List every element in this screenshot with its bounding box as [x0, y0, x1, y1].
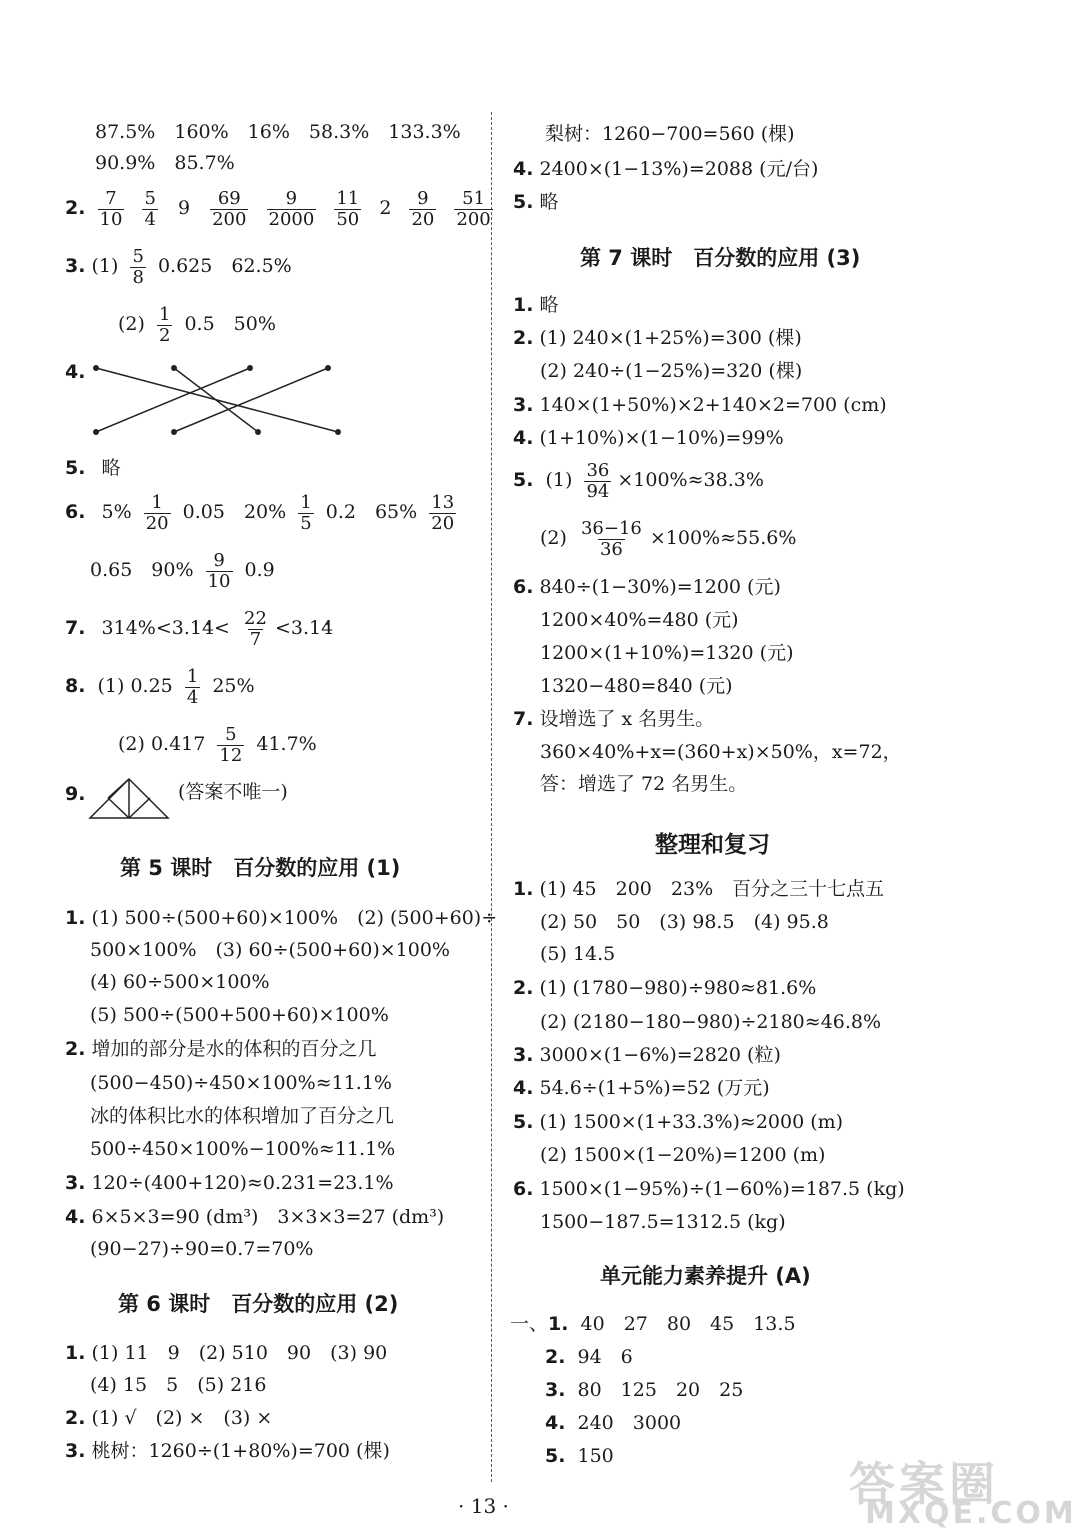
line: (4) 60÷500×100%	[90, 971, 270, 993]
fraction: $\frac{11}{50}$	[336, 187, 360, 230]
answer-text: 54.6÷(1+5%)=52 (万元)	[539, 1077, 770, 1099]
answer-text: 314%<3.	[101, 617, 190, 639]
sub-label: (1)	[545, 469, 573, 491]
question-5	[65, 456, 121, 480]
page-number: · 13 ·	[458, 1494, 509, 1518]
s7-q2	[513, 326, 802, 350]
triangle-diagram	[88, 776, 170, 820]
answer-text: 140×(1+50%)×2+140×2=700 (cm)	[539, 394, 887, 416]
line: (5) 500÷(500+500+60)×100%	[90, 1004, 389, 1026]
answer-text: (2) 0.417	[118, 733, 206, 755]
column-divider	[491, 112, 492, 1482]
fraction: $\frac{36}{94}$	[586, 459, 610, 502]
question-8a	[65, 664, 255, 708]
s7-q7	[513, 707, 714, 731]
answer-text: 0.5 50%	[184, 313, 276, 335]
question-number: 6.	[65, 501, 86, 523]
fraction: $\frac{36-16}{36}$	[580, 517, 642, 560]
s6-q2	[65, 1406, 272, 1430]
repeating-digit: · 1	[190, 617, 202, 639]
line: 1320−480=840 (元)	[540, 675, 733, 697]
matching-lines-diagram	[88, 360, 344, 440]
answer-text: 0.65 90%	[90, 559, 194, 581]
fraction: $\frac{13}{20}$	[431, 491, 455, 534]
question-number: 5.	[513, 1111, 534, 1133]
u-q2	[545, 1345, 633, 1369]
r-q1	[513, 877, 884, 901]
fraction: $\frac{1}{5}$	[300, 491, 312, 534]
line: 答：增选了 72 名男生。	[540, 773, 748, 795]
r-q3	[513, 1043, 781, 1067]
question-number: 7.	[65, 617, 86, 639]
question-number: 6.	[513, 1178, 534, 1200]
question-number: 3.	[545, 1379, 566, 1401]
answer-text: 1500×(1−95%)÷(1−60%)=187.5 (kg)	[539, 1178, 905, 1200]
answer-text: 6×5×3=90 (dm³) 3×3×3=27 (dm³)	[91, 1206, 445, 1228]
question-number: 4.	[65, 1206, 86, 1228]
value: 2	[379, 197, 392, 219]
line: (2) 50 50 (3) 98.5 (4) 95.8	[540, 911, 829, 933]
answer-text: (1) 45 200 23% 百分之三十七点五	[539, 878, 885, 900]
answer-text: 120÷(400+120)≈0.231=23.1%	[91, 1172, 394, 1194]
line: (4) 15 5 (5) 216	[90, 1374, 267, 1396]
section-heading: 第 5 课时 百分数的应用 (1)	[120, 856, 401, 880]
question-number: 2.	[65, 197, 86, 219]
r-q5	[513, 190, 559, 214]
line: 梨树：1260−700=560 (棵)	[545, 123, 795, 145]
question-number: 2.	[513, 327, 534, 349]
answer-text: (1) 500÷(500+60)×100% (2) (500+60)÷	[91, 907, 498, 929]
question-number: 3.	[65, 1440, 86, 1462]
answer-text: 略	[539, 294, 559, 316]
answer-text: 桃树：1260÷(1+80%)=700 (棵)	[91, 1440, 390, 1462]
s7-q3	[513, 393, 887, 417]
line: 500÷450×100%−100%≈11.1%	[90, 1138, 396, 1160]
question-number: 3.	[513, 394, 534, 416]
note-text: (答案不唯一)	[178, 781, 288, 803]
question-number: 2.	[65, 1407, 86, 1429]
question-number: 3.	[513, 1044, 534, 1066]
question-number: 4.	[513, 427, 534, 449]
answer-text: 80 125 20 25	[577, 1379, 744, 1401]
question-3a	[65, 244, 292, 288]
line: 87.5% 160% 16% 58.3% 133.3%	[95, 121, 461, 143]
s7-q6	[513, 575, 781, 599]
question-number: 3.	[65, 1172, 86, 1194]
s6-q3	[65, 1439, 390, 1463]
answer-text: ×100%≈38.3%	[617, 469, 764, 491]
line: 1500−187.5=1312.5 (kg)	[540, 1211, 786, 1233]
answer-text: (1) √ (2) × (3) ×	[91, 1407, 273, 1429]
question-number: 1.	[513, 294, 534, 316]
answer-text: 0.05 20%	[182, 501, 287, 523]
sub-label: (2)	[540, 527, 567, 549]
question-number: 6.	[513, 576, 534, 598]
answer-text: 2400×(1−13%)=2088 (元/台)	[539, 158, 819, 180]
question-number: 3.	[65, 255, 86, 277]
answer-text: 40 27 80 45 13.5	[580, 1313, 796, 1335]
r-q4b	[513, 1076, 770, 1100]
question-number: 2.	[65, 1038, 86, 1060]
question-number: 1.	[65, 1342, 86, 1364]
question-8b	[118, 722, 317, 766]
answer-text: 240 3000	[577, 1412, 682, 1434]
line: 1200×40%=480 (元)	[540, 609, 739, 631]
u-q3	[545, 1378, 743, 1402]
section-heading: 整理和复习	[655, 832, 770, 858]
watermark-text: 答案圈	[849, 1457, 999, 1511]
line: (2) 1500×(1−20%)=1200 (m)	[540, 1144, 826, 1166]
section-heading: 第 6 课时 百分数的应用 (2)	[118, 1292, 399, 1316]
answer-text: ×100%≈55.6%	[649, 527, 797, 549]
answer-text: 5%	[101, 501, 132, 523]
answer-text: 840÷(1−30%)=1200 (元)	[539, 576, 781, 598]
u-q5	[545, 1444, 614, 1468]
r-q4	[513, 157, 818, 181]
line: 冰的体积比水的体积增加了百分之几	[90, 1105, 395, 1127]
line: 360×40%+x=(360+x)×50%，x=72，	[540, 741, 902, 763]
question-number: 2.	[545, 1346, 566, 1368]
question-number: 4.	[545, 1412, 566, 1434]
s5-q2	[65, 1037, 377, 1061]
fraction: $\frac{1}{2}$	[158, 303, 171, 346]
question-number: 1.	[548, 1313, 569, 1335]
question-number: 5.	[513, 469, 534, 491]
line: (2) (2180−180−980)÷2180≈46.8%	[540, 1011, 882, 1033]
question-number: 1.	[513, 878, 534, 900]
fraction: $\frac{7}{10}$	[99, 187, 123, 230]
question-number: 4.	[513, 158, 534, 180]
s7-q1	[513, 293, 559, 317]
answer-text: 94 6	[577, 1346, 633, 1368]
fraction: $\frac{51}{200}$	[456, 187, 491, 230]
answer-text: 设增选了 x 名男生。	[539, 708, 715, 730]
watermark-logo	[837, 1448, 1077, 1531]
section-heading: 第 7 课时 百分数的应用 (3)	[580, 246, 861, 270]
answer-text: (1) 240×(1+25%)=300 (棵)	[539, 327, 802, 349]
s7-q5b	[540, 516, 796, 560]
repeating-digit: · 4	[321, 617, 333, 639]
question-6b	[90, 548, 275, 592]
answer-text: <3.1	[274, 617, 322, 639]
question-number: 9.	[65, 783, 86, 805]
question-number: 7.	[513, 708, 534, 730]
fraction: $\frac{5}{12}$	[219, 723, 243, 766]
question-6a	[65, 490, 462, 534]
s5-q3	[65, 1171, 394, 1195]
s5-q1	[65, 906, 497, 930]
fraction: $\frac{9}{2000}$	[268, 187, 315, 230]
fraction: $\frac{1}{20}$	[145, 491, 169, 534]
fraction: $\frac{5}{4}$	[144, 187, 156, 230]
answer-text: (1) 11 9 (2) 510 90 (3) 90	[91, 1342, 388, 1364]
fraction: $\frac{9}{10}$	[207, 549, 231, 592]
u-q1	[510, 1312, 796, 1336]
answer-text: 25%	[212, 675, 255, 697]
answer-text: 略	[101, 457, 121, 479]
r-q5b	[513, 1110, 843, 1134]
answer-text: 150	[577, 1445, 614, 1467]
repeating-digit: · 4<	[202, 617, 230, 639]
s7-q4	[513, 426, 784, 450]
line: (2) 240÷(1−25%)=320 (棵)	[540, 360, 803, 382]
fraction: $\frac{1}{4}$	[186, 665, 199, 708]
watermark-url: MXQE.COM	[865, 1496, 1077, 1531]
question-number: 1.	[65, 907, 86, 929]
section-heading: 单元能力素养提升 (A)	[600, 1264, 811, 1288]
question-number: 2.	[513, 977, 534, 999]
line: (5) 14.5	[540, 943, 616, 965]
fraction: $\frac{5}{8}$	[132, 245, 144, 288]
answer-text: 增加的部分是水的体积的百分之几	[91, 1038, 377, 1060]
sub-label: (2)	[118, 313, 145, 335]
s5-q4	[65, 1205, 444, 1229]
answer-text: 0.9	[244, 559, 275, 581]
question-3b	[118, 302, 276, 346]
answer-text: (1) 1500×(1+33.3%)≈2000 (m)	[539, 1111, 844, 1133]
r-q2	[513, 976, 816, 1000]
line: 90.9% 85.7%	[95, 152, 235, 174]
s7-q5a	[513, 458, 764, 502]
question-number: 4.	[513, 1077, 534, 1099]
question-number: 4.	[65, 361, 86, 383]
line: 1200×(1+10%)=1320 (元)	[540, 642, 794, 664]
line: 500×100% (3) 60÷(500+60)×100%	[90, 939, 450, 961]
question-number: 5.	[513, 191, 534, 213]
answer-text: (1) 0.25	[97, 675, 173, 697]
fraction: $\frac{69}{200}$	[212, 187, 247, 230]
question-7	[65, 606, 333, 650]
answer-text: (1) (1780−980)÷980≈81.6%	[539, 977, 817, 999]
answer-text: 3000×(1−6%)=2820 (粒)	[539, 1044, 781, 1066]
part-label: 一、	[510, 1313, 549, 1335]
question-number: 8.	[65, 675, 86, 697]
answer-text: 略	[539, 191, 559, 213]
answer-text: (1+10%)×(1−10%)=99%	[539, 427, 784, 449]
line: (90−27)÷90=0.7=70%	[90, 1238, 314, 1260]
fraction: $\frac{22}{7}$	[244, 607, 267, 650]
answer-text: 0.2 65%	[325, 501, 418, 523]
sub-label: (1)	[91, 255, 119, 277]
answer-text: 0.625 62.5%	[157, 255, 292, 277]
value: 9	[177, 197, 191, 219]
question-number: 5.	[65, 457, 86, 479]
answer-text: 41.7%	[256, 733, 317, 755]
question-2	[65, 186, 499, 230]
line: (500−450)÷450×100%≈11.1%	[90, 1072, 392, 1094]
question-number: 5.	[545, 1445, 566, 1467]
r-q6	[513, 1177, 905, 1201]
fraction: $\frac{9}{20}$	[411, 187, 435, 230]
u-q4	[545, 1411, 681, 1435]
s6-q1	[65, 1341, 387, 1365]
